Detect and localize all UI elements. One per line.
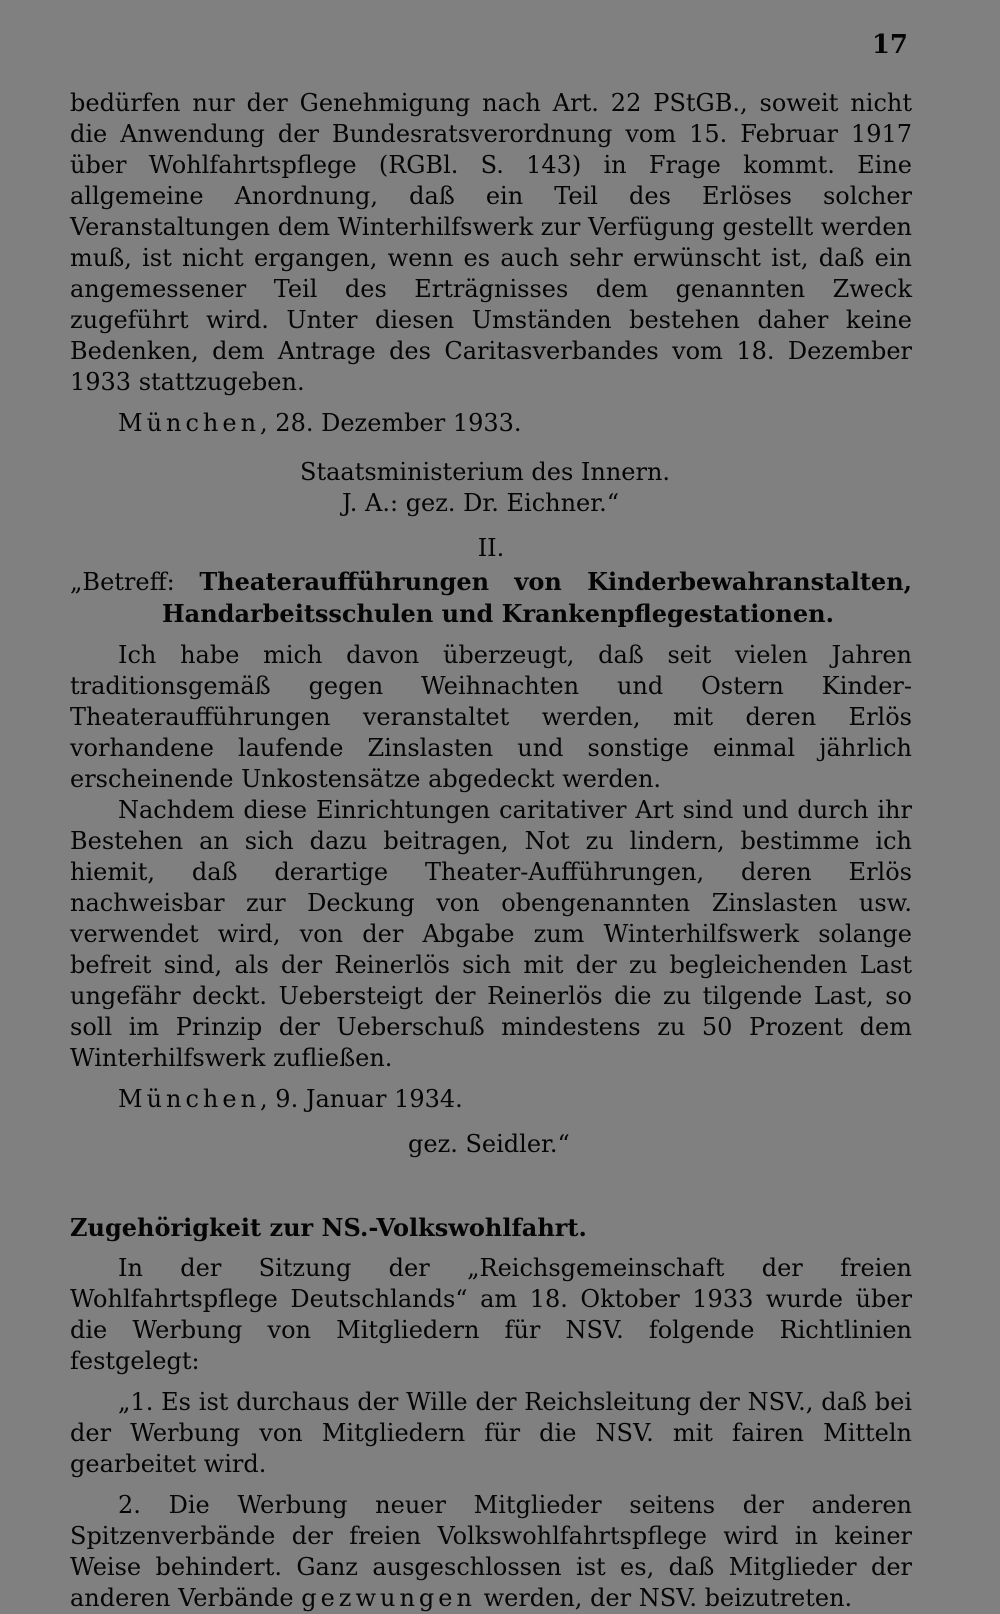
signature-ministry: Staatsministerium des Innern.	[300, 458, 671, 486]
date-text: , 28. Dezember 1933.	[260, 409, 522, 437]
section-heading: Zugehörigkeit zur NS.-Volkswohlfahrt.	[70, 1213, 587, 1242]
paragraph-theater: Ich habe mich davon überzeugt, daß seit vielen Jahren traditionsgemäß gegen Weihnachten und Ostern Kinder-Theateraufführungen veranstaltet werden, mit deren Erlös vorhandene laufende Zinslasten und sonstige einmal jährlich erscheinende Unkostensätze abgedeckt werden.	[70, 641, 912, 793]
paragraph-exemption: Nachdem diese Einrichtungen caritativer Art sind und durch ihr Bestehen an sich dazu beitragen, Not zu lindern, bestimme ich hiemit, daß derartige Theater-Aufführungen, deren Erlös nachweisbar zur Deckung von obengenannten Zinslasten usw. verwendet wird, von der Abgabe zum Winterhilfswerk solange befreit sind, als der Reinerlös sich mit der zu begleichenden Last ungefähr deckt. Uebersteigt der Reinerlös die zu tilgende Last, so soll im Prinzip der Ueberschuß mindestens zu 50 Prozent dem Winterhilfswerk zufließen.	[70, 796, 912, 1072]
text-column-top	[70, 88, 912, 1614]
page-number: 17	[871, 30, 908, 60]
place-date-1	[70, 408, 912, 439]
guideline-item-1: „1. Es ist durchaus der Wille der Reichsleitung der NSV., daß bei der Werbung von Mitgliedern für die NSV. mit fairen Mitteln gearbeitet wird.	[70, 1388, 912, 1478]
item2-end: werden, der NSV. beizutreten.	[475, 1584, 853, 1612]
item2-emphasis: gezwungen	[301, 1584, 476, 1612]
date-text: , 9. Januar 1934.	[260, 1085, 463, 1113]
paragraph-meeting: In der Sitzung der „Reichsgemeinschaft der freien Wohlfahrtspflege Deutschlands“ am 18. Oktober 1933 wurde über die Werbung von Mitgliedern für NSV. folgende Richtlinien festgelegt:	[70, 1254, 912, 1375]
item2-text: 2. Die Werbung neuer Mitglieder seitens der anderen Spitzenverbände der freien Volkswohlfahrtspflege wird in keiner Weise behindert. Ganz ausgeschlossen ist es, daß Mitglieder der anderen Verbände	[70, 1491, 912, 1612]
city-name: München	[118, 409, 261, 437]
city-name: München	[118, 1085, 261, 1113]
place-date-2	[70, 1084, 912, 1115]
subject-title: Theateraufführungen von Kinderbewahranstalten, Handarbeitsschulen und Krankenpflegestationen.	[162, 567, 912, 628]
paragraph-opening: bedürfen nur der Genehmigung nach Art. 22 PStGB., soweit nicht die Anwendung der Bundesratsverordnung vom 15. Februar 1917 über Wohlfahrtspflege (RGBl. S. 143) in Frage kommt. Eine allgemeine Anordnung, daß ein Teil des Erlöses solcher Veranstaltungen dem Winterhilfswerk zur Verfügung gestellt werden muß, ist nicht ergangen, wenn es auch sehr erwünscht ist, daß ein angemessener Teil des Erträgnisses dem genannten Zweck zugeführt wird. Unter diesen Umständen bestehen daher keine Bedenken, dem Antrage des Caritasverbandes vom 18. Dezember 1933 stattzugeben.	[70, 89, 912, 396]
signature-seidler: gez. Seidler.“	[408, 1130, 570, 1158]
guideline-item-2	[70, 1490, 912, 1614]
signature-eichner: J. A.: gez. Dr. Eichner.“	[342, 489, 619, 517]
subject-line	[70, 566, 912, 630]
section-numeral: II.	[477, 534, 505, 562]
subject-label: „Betreff:	[70, 568, 200, 596]
